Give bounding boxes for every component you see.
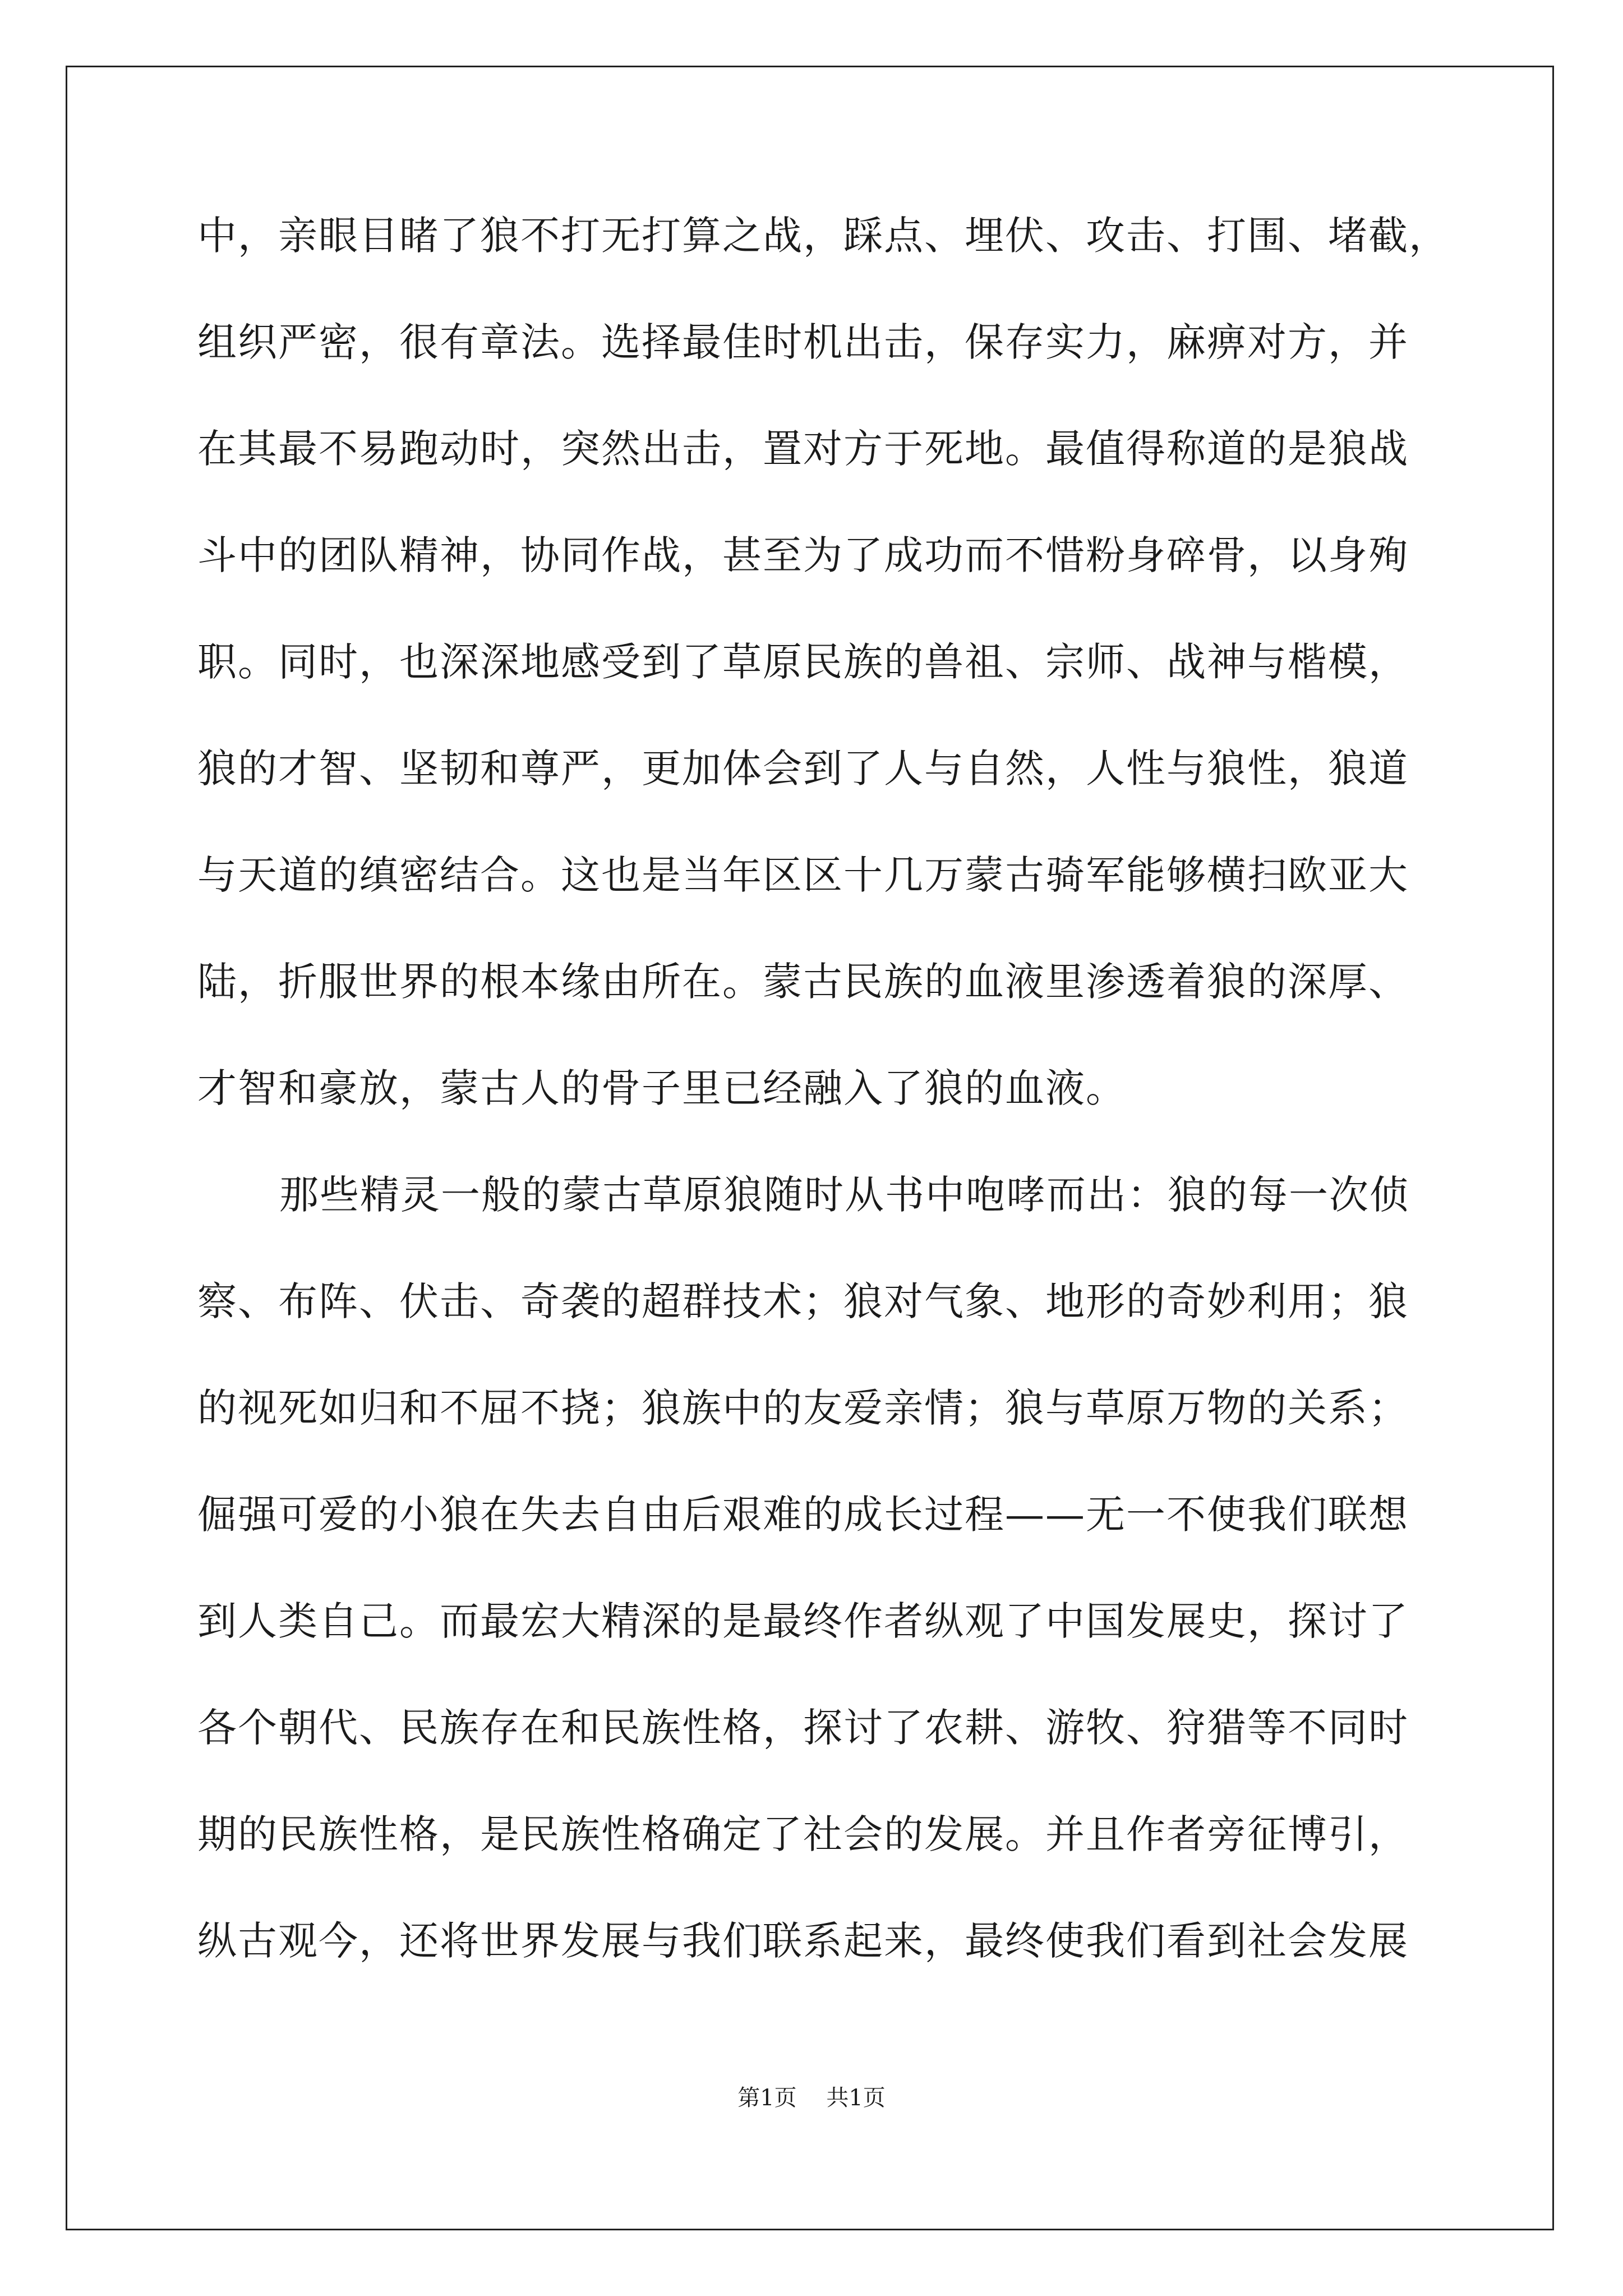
text-line: 狼的才智、坚韧和尊严，更加体会到了人与自然，人性与狼性，狼道 <box>197 746 1409 792</box>
text-line: 纵古观今，还将世界发展与我们联系起来，最终使我们看到社会发展 <box>197 1918 1409 1964</box>
text-line: 察、布阵、伏击、奇袭的超群技术；狼对气象、地形的奇妙利用；狼 <box>197 1278 1409 1324</box>
text-line: 与天道的缜密结合。这也是当年区区十几万蒙古骑军能够横扫欧亚大 <box>197 852 1409 898</box>
text-line: 在其最不易跑动时，突然出击，置对方于死地。最值得称道的是狼战 <box>197 426 1409 472</box>
page-footer <box>0 2082 1623 2114</box>
text-line: 斗中的团队精神，协同作战，甚至为了成功而不惜粉身碎骨，以身殉 <box>197 532 1409 578</box>
text-line: 的视死如归和不屈不挠；狼族中的友爱亲情；狼与草原万物的关系； <box>197 1385 1409 1431</box>
text-line: 中，亲眼目睹了狼不打无打算之战，踩点、埋伏、攻击、打围、堵截， <box>197 213 1449 259</box>
text-line: 那些精灵一般的蒙古草原狼随时从书中咆哮而出：狼的每一次侦 <box>279 1172 1410 1218</box>
text-line: 期的民族性格，是民族性格确定了社会的发展。并且作者旁征博引， <box>197 1811 1409 1857</box>
text-line: 倔强可爱的小狼在失去自由后艰难的成长过程——无一不使我们联想 <box>197 1492 1409 1538</box>
page-border <box>66 66 1554 2230</box>
text-line: 职。同时，也深深地感受到了草原民族的兽祖、宗师、战神与楷模， <box>197 639 1409 685</box>
text-line: 各个朝代、民族存在和民族性格，探讨了农耕、游牧、狩猎等不同时 <box>197 1705 1409 1751</box>
text-line: 陆，折服世界的根本缘由所在。蒙古民族的血液里渗透着狼的深厚、 <box>197 959 1409 1005</box>
text-line: 到人类自己。而最宏大精深的是最终作者纵观了中国发展史，探讨了 <box>197 1598 1409 1644</box>
text-line: 组织严密，很有章法。选择最佳时机出击，保存实力，麻痹对方，并 <box>197 319 1409 365</box>
page-number: 第1页 <box>737 2085 797 2111</box>
page-total: 共1页 <box>826 2085 886 2111</box>
text-line: 才智和豪放，蒙古人的骨子里已经融入了狼的血液。 <box>197 1065 1126 1111</box>
